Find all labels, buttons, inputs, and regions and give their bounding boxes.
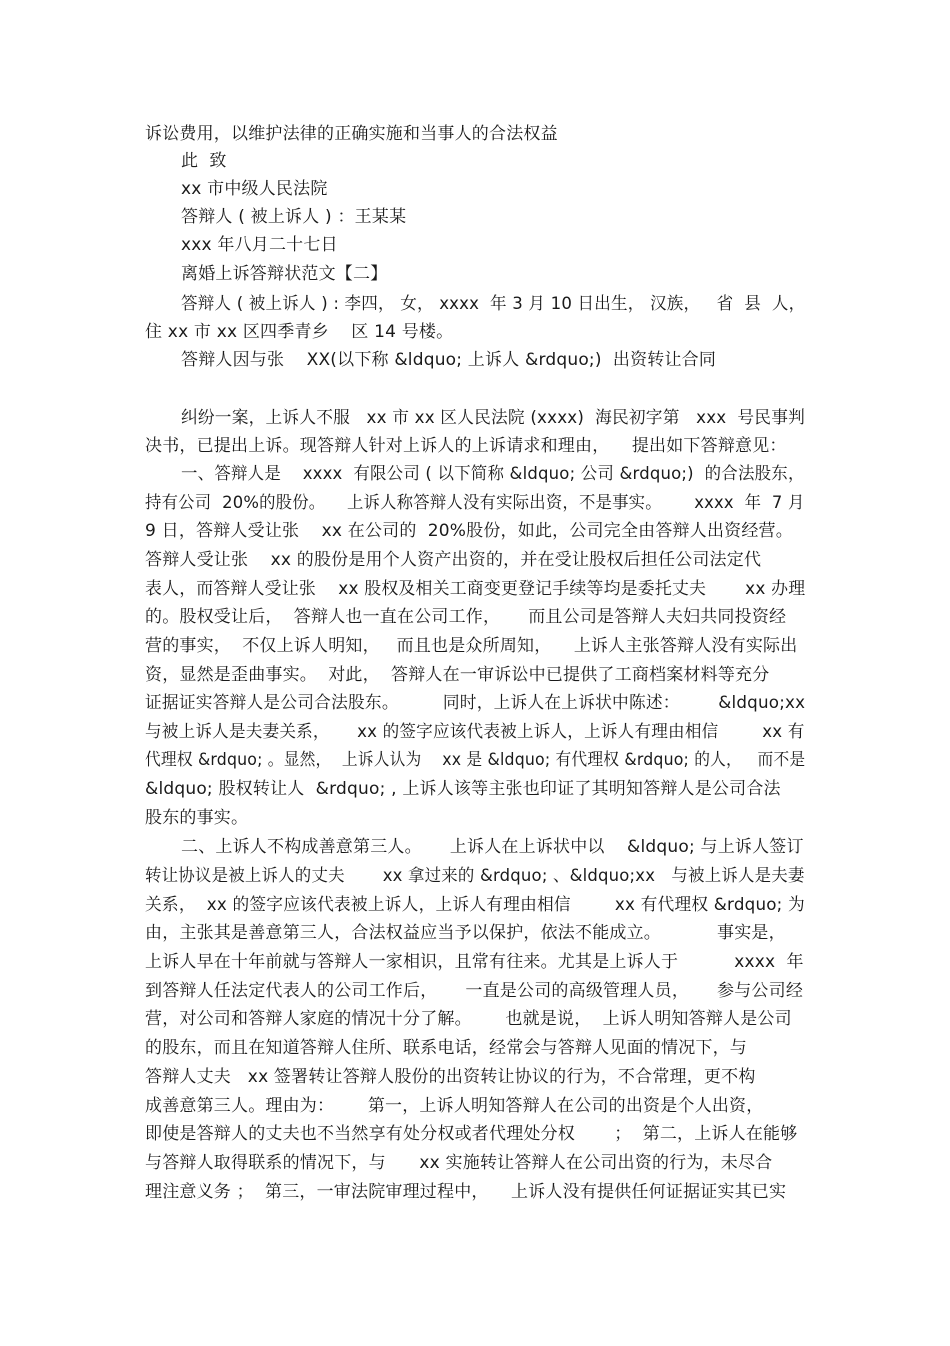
text-line: 理注意义务 ； 第三，一审法院审理过程中， 上诉人没有提供任何证据证实其已实: [145, 1182, 787, 1202]
text-line: 纠纷一案，上诉人不服 xx 市 xx 区人民法院 (xxxx) 海民初字第 xxx 号民事判: [181, 408, 805, 428]
text-line: 股东的事实。: [145, 808, 249, 828]
text-line: 证据证实答辩人是公司合法股东。 同时，上诉人在上诉状中陈述： &ldquo;xx: [145, 693, 806, 713]
text-line: 二、上诉人不构成善意第三人。 上诉人在上诉状中以 &ldquo; 与上诉人签订: [181, 837, 804, 857]
text-line: 与被上诉人是夫妻关系， xx 的签字应该代表被上诉人，上诉人有理由相信 xx 有: [145, 722, 805, 742]
text-line: 营的事实， 不仅上诉人明知， 而且也是众所周知， 上诉人主张答辩人没有实际出: [145, 636, 798, 656]
text-line: 的。股权受让后， 答辩人也一直在公司工作， 而且公司是答辩人夫妇共同投资经: [145, 607, 787, 627]
text-line: 诉讼费用，以维护法律的正确实施和当事人的合法权益: [145, 124, 558, 144]
text-line: 的股东，而且在知道答辩人住所、联系电话，经常会与答辩人见面的情况下，与: [145, 1038, 747, 1058]
text-line: xxx 年八月二十七日: [181, 235, 338, 255]
text-line: 此 致: [181, 151, 227, 171]
text-line: 资，显然是歪曲事实。 对此， 答辩人在一审诉讼中已提供了工商档案材料等充分: [145, 665, 770, 685]
text-line: 决书，已提出上诉。现答辩人针对上诉人的上诉请求和理由， 提出如下答辩意见：: [145, 436, 787, 456]
text-line: 关系， xx 的签字应该代表被上诉人，上诉人有理由相信 xx 有代理权 &rdquo; 为: [145, 895, 805, 915]
text-line: 上诉人早在十年前就与答辩人一家相识，且常有往来。尤其是上诉人于 xxxx 年: [145, 952, 804, 972]
text-line: 转让协议是被上诉人的丈夫 xx 拿过来的 &rdquo; 、&ldquo;xx 与被上诉人是夫妻: [145, 866, 805, 886]
text-line: 持有公司 20%的股份。 上诉人称答辩人没有实际出资，不是事实。 xxxx 年 7 月: [145, 493, 805, 513]
section-heading: 离婚上诉答辩状范文【二】: [181, 264, 388, 284]
text-line: xx 市中级人民法院: [181, 179, 328, 199]
text-line: &ldquo; 股权转让人 &rdquo; , 上诉人该等主张也印证了其明知答辩人是公司合法: [145, 779, 781, 799]
text-line: 答辩人因与张 XX(以下称 &ldquo; 上诉人 &rdquo;) 出资转让合同: [181, 350, 717, 370]
text-line: 到答辩人任法定代表人的公司工作后， 一直是公司的高级管理人员， 参与公司经: [145, 981, 804, 1001]
text-line: 答辩人 ( 被上诉人 ) : 李四， 女， xxxx 年 3 月 10 日出生， 汉族， 省 县 人，: [181, 294, 806, 314]
text-line: 答辩人受让张 xx 的股份是用个人资产出资的，并在受让股权后担任公司法定代: [145, 550, 762, 570]
text-line: 一、答辩人是 xxxx 有限公司 ( 以下简称 &ldquo; 公司 &rdquo;) 的合法股东，: [181, 464, 805, 484]
text-line: 表人，而答辩人受让张 xx 股权及相关工商变更登记手续等均是委托丈夫 xx 办理: [145, 579, 806, 599]
text-line: 与答辩人取得联系的情况下，与 xx 实施转让答辩人在公司出资的行为，未尽合: [145, 1153, 773, 1173]
text-line: 答辩人丈夫 xx 签署转让答辩人股份的出资转让协议的行为，不合常理，更不构: [145, 1067, 756, 1087]
text-line: 9 日，答辩人受让张 xx 在公司的 20%股份，如此，公司完全由答辩人出资经营。: [145, 521, 793, 541]
text-line: 代理权 &rdquo; 。显然， 上诉人认为 xx 是 &ldquo; 有代理权 &rdquo; 的人， 而不是: [145, 750, 806, 770]
text-line: 答辩人 ( 被上诉人 ) ：王某某: [181, 207, 407, 227]
text-line: 住 xx 市 xx 区四季青乡 区 14 号楼。: [145, 322, 454, 342]
text-line: 即使是答辩人的丈夫也不当然享有处分权或者代理处分权 ； 第二，上诉人在能够: [145, 1124, 798, 1144]
text-line: 成善意第三人。理由为： 第一，上诉人明知答辩人在公司的出资是个人出资，: [145, 1096, 764, 1116]
text-line: 由，主张其是善意第三人，合法权益应当予以保护，依法不能成立。 事实是，: [145, 923, 786, 943]
text-line: 营，对公司和答辩人家庭的情况十分了解。 也就是说， 上诉人明知答辩人是公司: [145, 1009, 792, 1029]
